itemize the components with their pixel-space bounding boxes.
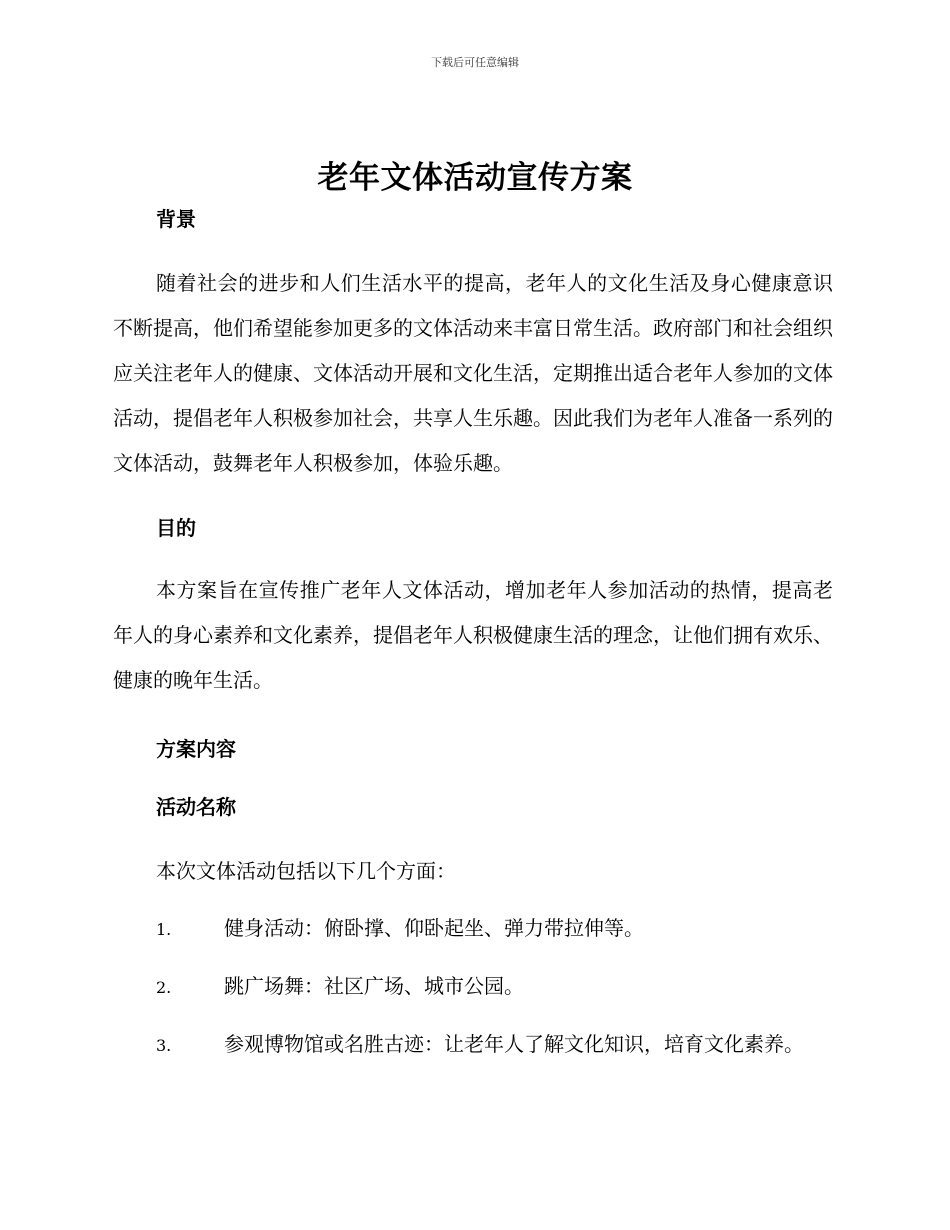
paragraph-activity-intro: 本次文体活动包括以下几个方面： [156, 859, 456, 883]
list-item [113, 1022, 833, 1068]
list-item-number: 2. [156, 978, 172, 997]
document-title: 老年文体活动宣传方案 [317, 160, 633, 196]
list-item-number: 3. [156, 1036, 172, 1055]
section-heading-purpose: 目的 [156, 516, 196, 540]
section-heading-activity-name: 活动名称 [156, 795, 236, 819]
document-body [113, 204, 833, 1068]
list-item [113, 906, 833, 952]
list-item-text: 跳广场舞：社区广场、城市公园。 [224, 974, 524, 998]
paragraph-purpose: 本方案旨在宣传推广老年人文体活动，增加老年人参加活动的热情，提高老年人的身心素养和文化素养，提倡老年人积极健康生活的理念，让他们拥有欢乐、健康的晚年生活。 [113, 578, 833, 692]
section-heading-background: 背景 [156, 207, 196, 231]
list-item-number: 1. [156, 920, 172, 939]
section-heading-plan-content: 方案内容 [156, 737, 236, 761]
list-item-text: 参观博物馆或名胜古迹：让老年人了解文化知识，培育文化素养。 [224, 1032, 804, 1056]
list-item-text: 健身活动：俯卧撑、仰卧起坐、弹力带拉伸等。 [224, 916, 644, 940]
header-note: 下载后可任意编辑 [431, 56, 519, 69]
paragraph-background: 随着社会的进步和人们生活水平的提高，老年人的文化生活及身心健康意识不断提高，他们希望能参加更多的文体活动来丰富日常生活。政府部门和社会组织应关注老年人的健康、文体活动开展和文化生活，定期推出适合老年人参加的文体活动，提倡老年人积极参加社会，共享人生乐趣。因此我们为老年人准备一系列的文体活动，鼓舞老年人积极参加，体验乐趣。 [113, 271, 833, 475]
list-item [113, 964, 833, 1010]
